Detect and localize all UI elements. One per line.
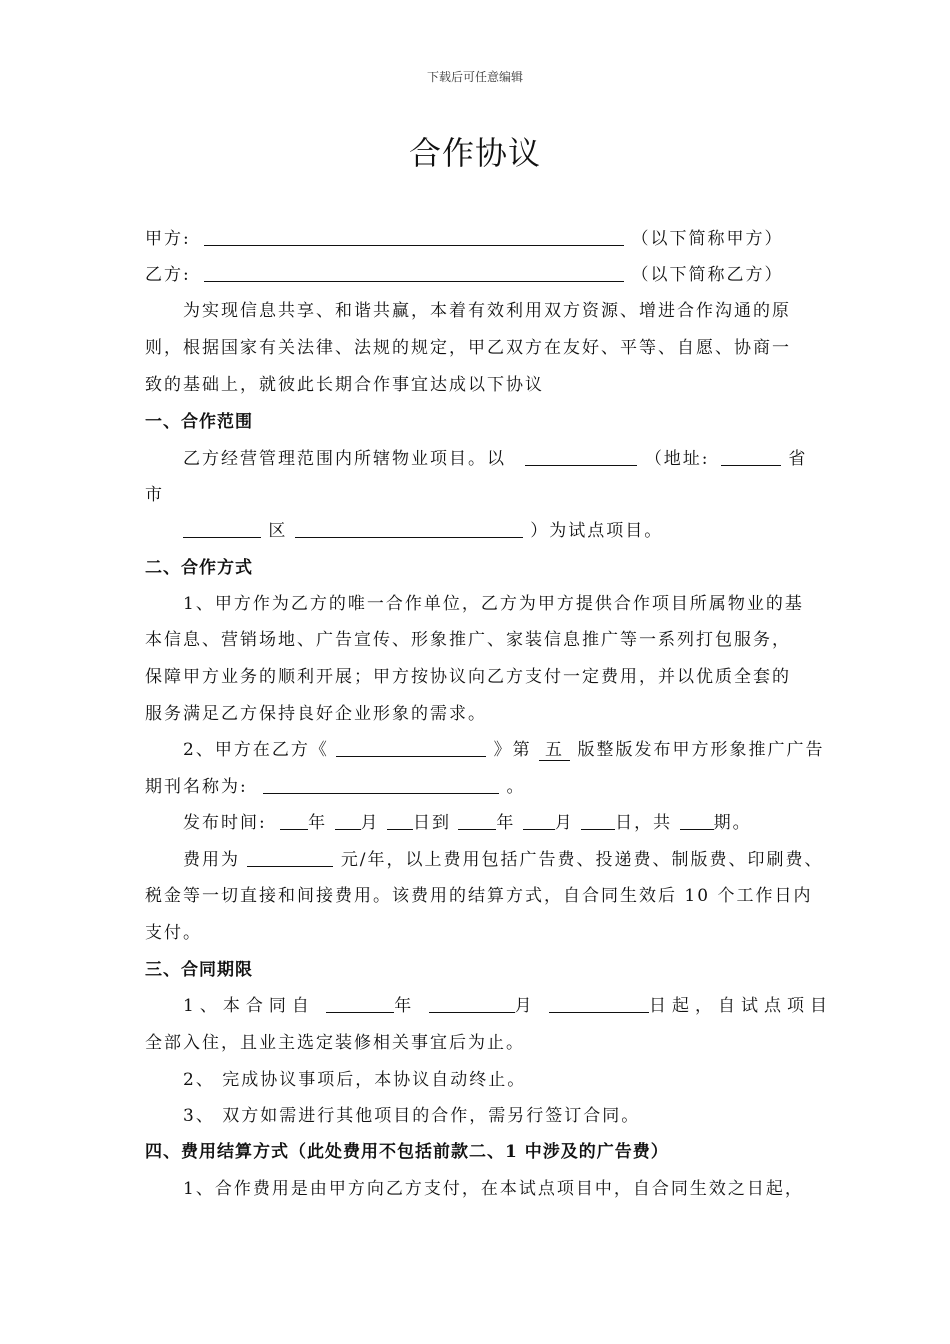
section-2-p1-line-2: 本信息、营销场地、广告宣传、形象推广、家装信息推广等一系列打包服务，	[145, 630, 791, 650]
section-1-heading: 一、合作范围	[145, 412, 253, 432]
start-year-blank[interactable]	[280, 811, 308, 830]
party-b-blank[interactable]	[204, 263, 624, 282]
publish-time-label: 发布时间:	[183, 813, 267, 833]
section-2-p1-line-3: 保障甲方业务的顺利开展；甲方按协议向乙方支付一定费用，并以优质全套的	[145, 667, 791, 687]
end-month-label: 月	[554, 813, 574, 833]
publish-time-line	[183, 811, 810, 835]
fee-line-1	[183, 848, 824, 872]
end-year-label: 年	[496, 813, 516, 833]
end-day-label: 日，共	[615, 813, 673, 833]
city-blank[interactable]	[183, 519, 261, 538]
contract-month-label: 月	[514, 996, 538, 1016]
section-2-p2-line-2	[145, 775, 810, 799]
intro-line-2: 则，根据国家有关法律、法规的规定，甲乙双方在友好、平等、自愿、协商一	[145, 338, 791, 358]
issues-count-blank[interactable]	[680, 811, 714, 830]
section-1-line-3	[183, 519, 810, 543]
section-1-line-1	[183, 447, 810, 471]
fee-amount-blank[interactable]	[247, 848, 333, 867]
project-name-blank[interactable]	[525, 447, 637, 466]
end-year-blank[interactable]	[458, 811, 496, 830]
intro-line-3: 致的基础上，就彼此长期合作事宜达成以下协议	[145, 375, 544, 395]
contract-day-blank[interactable]	[549, 994, 649, 1013]
contract-year-label: 年	[394, 996, 418, 1016]
party-a-label: 甲方:	[145, 229, 191, 249]
party-b-suffix: （以下简称乙方）	[631, 265, 784, 285]
start-month-label: 月	[360, 813, 380, 833]
section-1-text-c: 省	[788, 449, 808, 469]
section-3-p3: 3、 双方如需进行其他项目的合作，需另行签订合同。	[183, 1106, 641, 1126]
contract-month-blank[interactable]	[429, 994, 515, 1013]
fee-text: 元/年，以上费用包括广告费、投递费、制版费、印刷费、	[340, 850, 824, 870]
section-2-p1-line-4: 服务满足乙方保持良好企业形象的需求。	[145, 704, 487, 724]
start-day-blank[interactable]	[387, 811, 413, 830]
contract-start-label: 1、本合同自	[183, 996, 315, 1016]
page-title: 合作协议	[408, 134, 541, 172]
intro-line-1: 为实现信息共享、和谐共赢，本着有效利用双方资源、增进合作沟通的原	[183, 301, 791, 321]
section-2-p2-text-a: 2、甲方在乙方《	[183, 740, 329, 760]
section-2-p1-line-1: 1、甲方作为乙方的唯一合作单位，乙方为甲方提供合作项目所属物业的基	[183, 594, 804, 614]
fee-line-2: 税金等一切直接和间接费用。该费用的结算方式，自合同生效后 10 个工作日内	[145, 886, 813, 906]
section-3-p1-line-1	[183, 994, 834, 1018]
section-4-heading: 四、费用结算方式（此处费用不包括前款二、1 中涉及的广告费）	[145, 1142, 669, 1162]
party-b-label: 乙方:	[145, 265, 191, 285]
party-a-blank[interactable]	[204, 227, 624, 246]
province-blank[interactable]	[721, 447, 781, 466]
page-header: 下载后可任意编辑	[426, 70, 523, 84]
section-4-p1: 1、合作费用是由甲方向乙方支付，在本试点项目中，自合同生效之日起，	[183, 1179, 804, 1199]
periodical-name-blank[interactable]	[263, 775, 499, 794]
section-2-p2-text-b: 》第	[493, 740, 532, 760]
start-day-label: 日到	[412, 813, 451, 833]
fee-label: 费用为	[183, 850, 240, 870]
section-1-text-a: 乙方经营管理范围内所辖物业项目。以	[183, 449, 506, 469]
section-3-heading: 三、合同期限	[145, 960, 253, 980]
section-2-p2-line-1	[183, 738, 825, 762]
section-1-line-2: 市	[145, 485, 164, 505]
publication-name-blank[interactable]	[336, 738, 486, 757]
section-1-district-label: 区	[268, 521, 288, 541]
issues-label: 期。	[713, 813, 752, 833]
section-1-text-b: （地址:	[644, 449, 710, 469]
start-month-blank[interactable]	[335, 811, 361, 830]
district-blank[interactable]	[295, 519, 523, 538]
section-3-p2: 2、 完成协议事项后，本协议自动终止。	[183, 1070, 527, 1090]
party-b-line	[145, 263, 810, 287]
edition-number: 五	[539, 740, 570, 761]
contract-year-blank[interactable]	[326, 994, 394, 1013]
party-a-line	[145, 227, 810, 251]
periodical-name-end: 。	[506, 777, 526, 797]
contract-start-text: 日起，自试点项目	[649, 996, 834, 1016]
section-2-p2-text-c: 版整版发布甲方形象推广广告	[577, 740, 825, 760]
party-a-suffix: （以下简称甲方）	[631, 229, 784, 249]
start-year-label: 年	[308, 813, 328, 833]
section-1-text-end: ）为试点项目。	[530, 521, 664, 541]
end-day-blank[interactable]	[581, 811, 615, 830]
periodical-name-label: 期刊名称为:	[145, 777, 248, 797]
section-2-heading: 二、合作方式	[145, 558, 253, 578]
section-3-p1-line-2: 全部入住，且业主选定装修相关事宜后为止。	[145, 1033, 525, 1053]
end-month-blank[interactable]	[523, 811, 555, 830]
fee-line-3: 支付。	[145, 923, 202, 943]
